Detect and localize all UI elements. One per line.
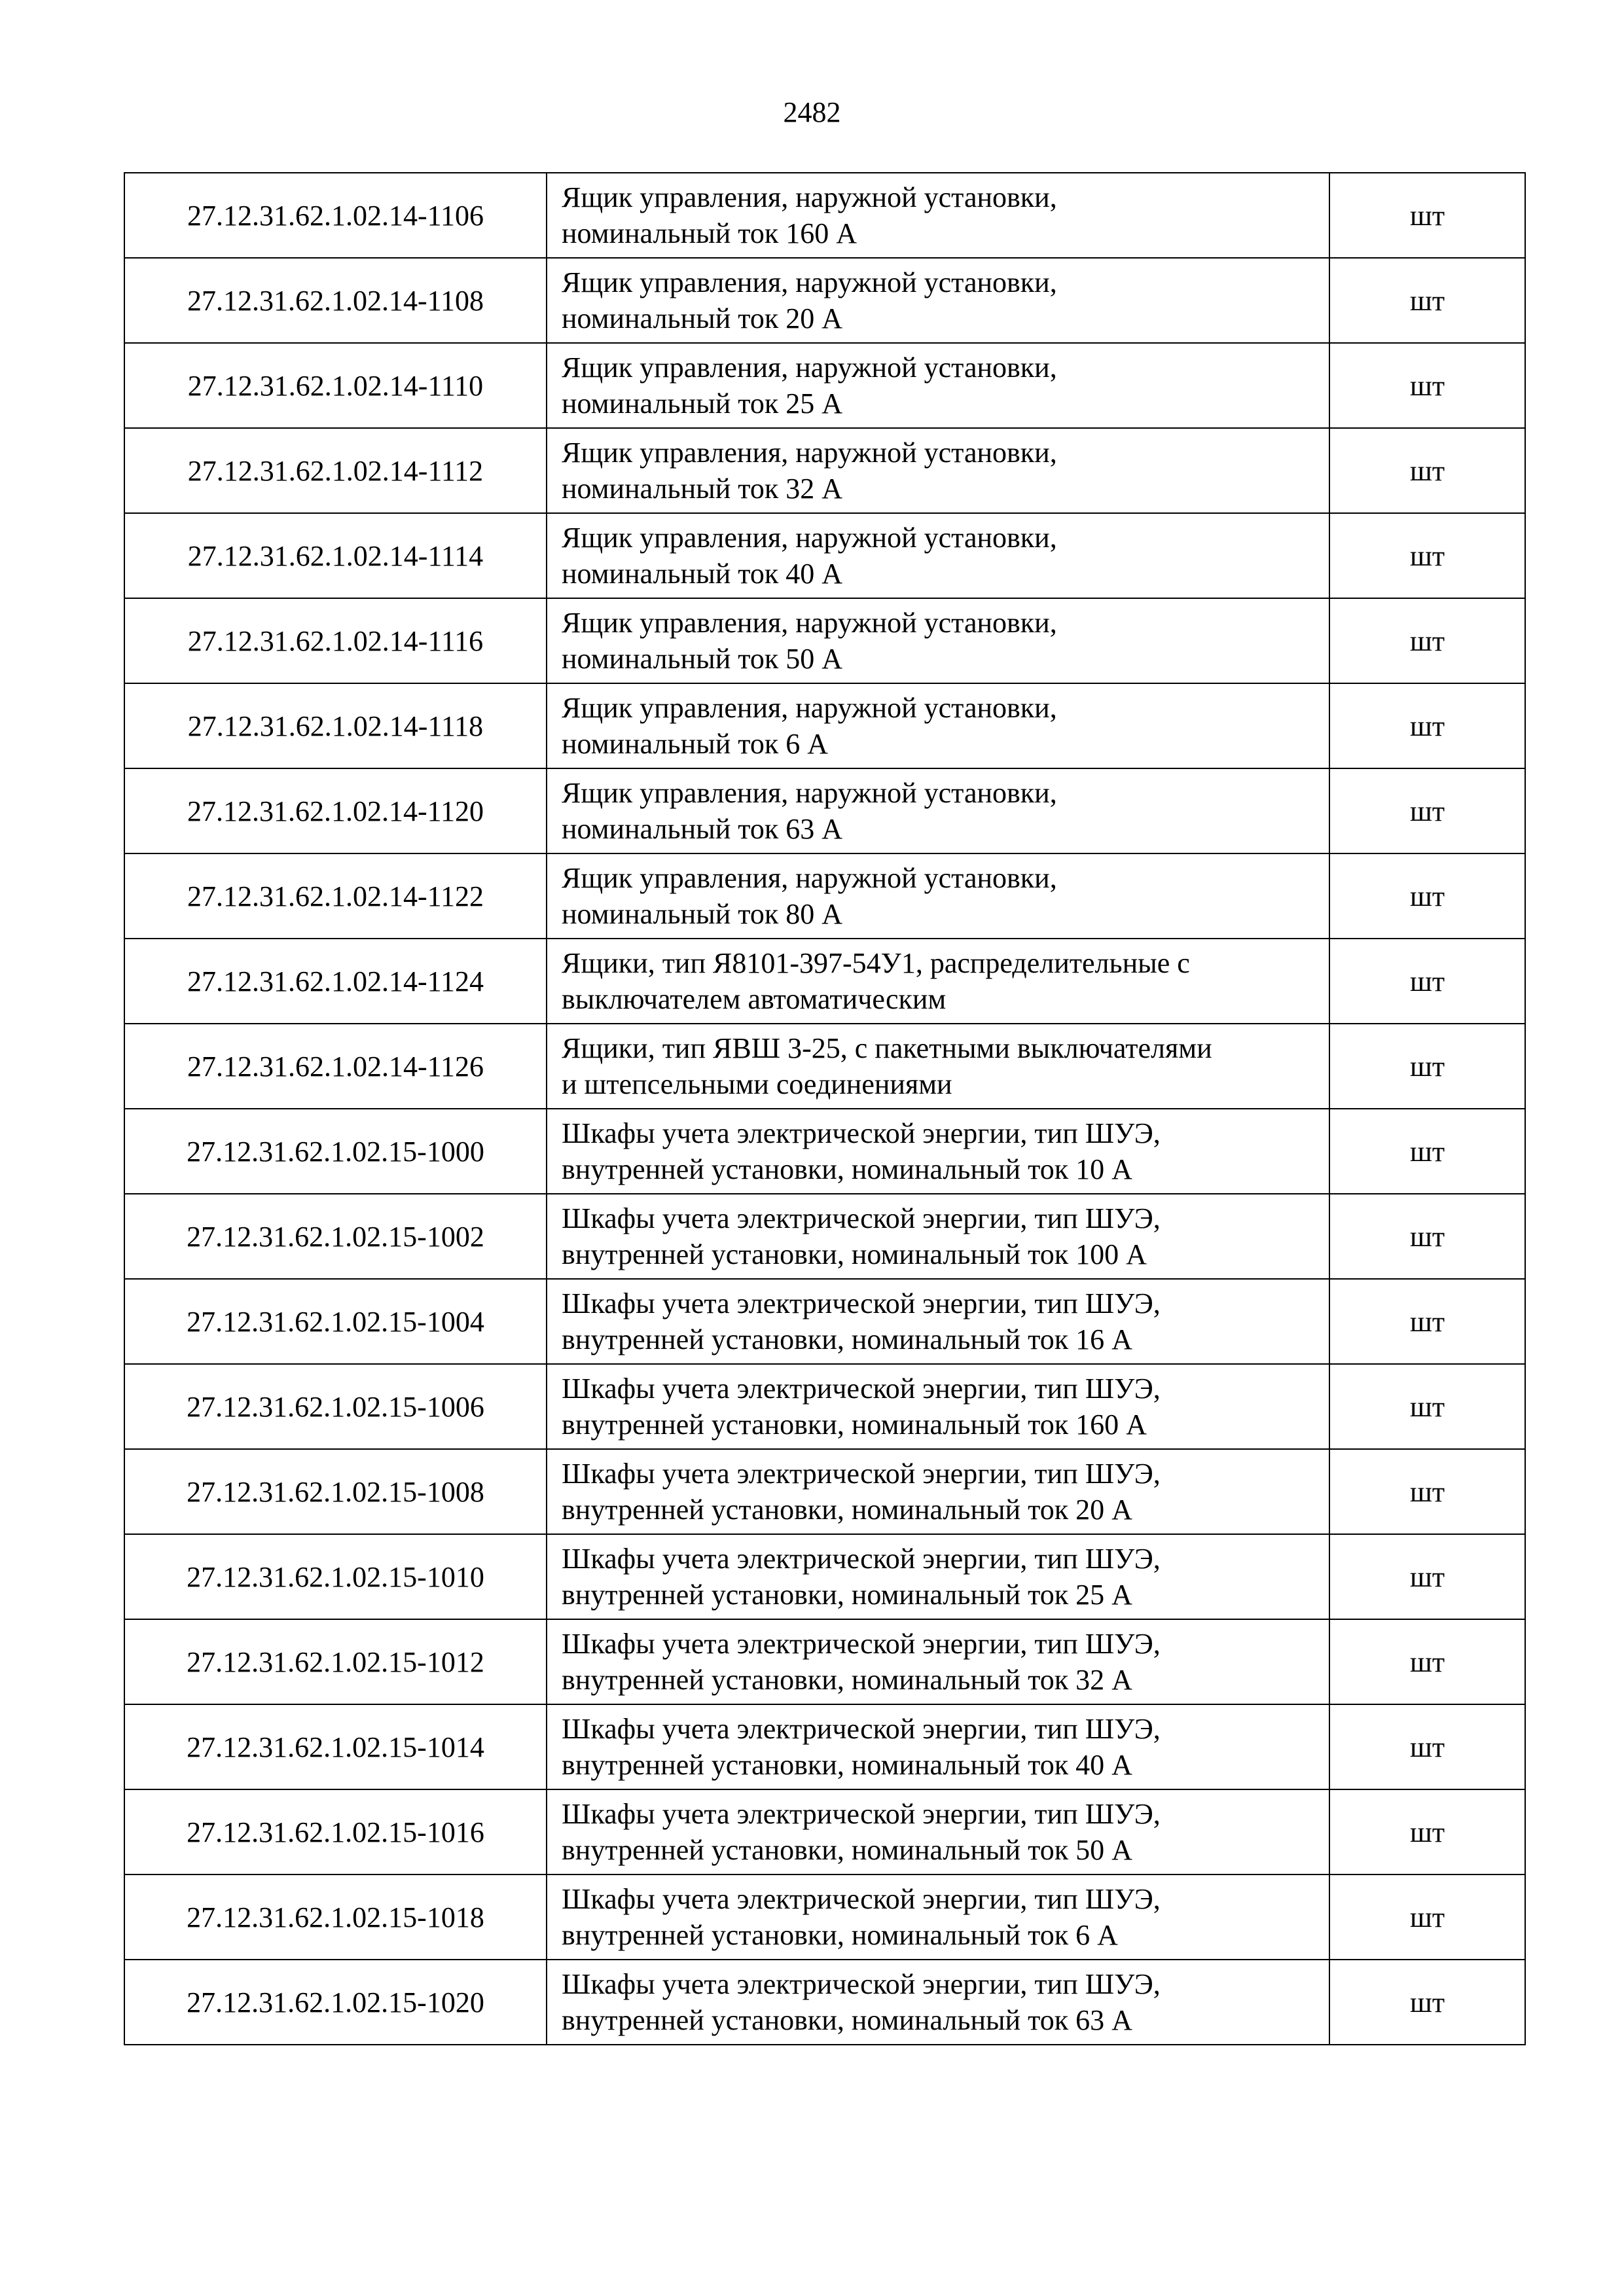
table-row — [124, 1024, 1525, 1109]
resource-description-cell — [547, 1279, 1329, 1364]
table-row — [124, 768, 1525, 853]
description-line: Шкафы учета электрической энергии, тип ШУЭ, — [562, 1458, 1161, 1490]
resource-code-cell: 27.12.31.62.1.02.14-1110 — [124, 343, 547, 428]
resource-code-cell: 27.12.31.62.1.02.14-1114 — [124, 513, 547, 598]
description-line: Ящик управления, наружной установки, — [562, 437, 1057, 469]
description-line: номинальный ток 50 А — [562, 643, 843, 675]
description-line: внутренней установки, номинальный ток 40 А — [562, 1749, 1132, 1781]
resource-description-cell — [547, 1109, 1329, 1194]
unit-cell: шт — [1329, 768, 1525, 853]
resource-code-cell: 27.12.31.62.1.02.14-1118 — [124, 683, 547, 768]
description-line: Шкафы учета электрической энергии, тип ШУЭ, — [562, 1883, 1161, 1915]
table-row — [124, 343, 1525, 428]
unit-cell: шт — [1329, 173, 1525, 258]
table-row — [124, 1279, 1525, 1364]
description-line: Ящик управления, наружной установки, — [562, 522, 1057, 554]
resource-description-cell — [547, 1874, 1329, 1960]
resource-description-cell — [547, 1024, 1329, 1109]
page-number: 2482 — [783, 96, 841, 128]
resource-code-cell: 27.12.31.62.1.02.15-1020 — [124, 1960, 547, 2045]
description-line: Ящик управления, наружной установки, — [562, 777, 1057, 809]
description-line: номинальный ток 6 А — [562, 728, 829, 760]
description-line: Шкафы учета электрической энергии, тип ШУЭ, — [562, 1798, 1161, 1830]
description-line: Шкафы учета электрической энергии, тип ШУЭ, — [562, 1202, 1161, 1234]
resource-code-cell: 27.12.31.62.1.02.15-1008 — [124, 1449, 547, 1534]
description-line: Ящики, тип ЯВШ 3-25, с пакетными выключателями — [562, 1032, 1212, 1064]
resource-description-cell — [547, 1960, 1329, 2045]
table-row — [124, 1194, 1525, 1279]
description-line: внутренней установки, номинальный ток 16 А — [562, 1323, 1132, 1355]
resource-table — [124, 172, 1526, 2045]
description-line: номинальный ток 20 А — [562, 302, 843, 334]
description-line: Шкафы учета электрической энергии, тип ШУЭ, — [562, 1543, 1161, 1575]
table-row — [124, 258, 1525, 343]
resource-description-cell — [547, 258, 1329, 343]
unit-cell: шт — [1329, 1874, 1525, 1960]
description-line: внутренней установки, номинальный ток 63 А — [562, 2004, 1132, 2036]
table-row — [124, 173, 1525, 258]
resource-description-cell — [547, 939, 1329, 1024]
resource-code-cell: 27.12.31.62.1.02.15-1018 — [124, 1874, 547, 1960]
description-line: и штепсельными соединениями — [562, 1068, 952, 1100]
resource-description-cell — [547, 1704, 1329, 1789]
description-line: Ящик управления, наружной установки, — [562, 862, 1057, 894]
description-line: Шкафы учета электрической энергии, тип ШУЭ, — [562, 1713, 1161, 1745]
resource-description-cell — [547, 1449, 1329, 1534]
unit-cell: шт — [1329, 1619, 1525, 1704]
resource-code-cell: 27.12.31.62.1.02.15-1004 — [124, 1279, 547, 1364]
description-line: внутренней установки, номинальный ток 100 А — [562, 1238, 1147, 1270]
table-row — [124, 598, 1525, 683]
unit-cell: шт — [1329, 1704, 1525, 1789]
description-line: Шкафы учета электрической энергии, тип ШУЭ, — [562, 1117, 1161, 1149]
description-line: номинальный ток 160 А — [562, 217, 857, 249]
resource-code-cell: 27.12.31.62.1.02.14-1106 — [124, 173, 547, 258]
resource-code-cell: 27.12.31.62.1.02.14-1120 — [124, 768, 547, 853]
description-line: номинальный ток 63 А — [562, 813, 843, 845]
description-line: внутренней установки, номинальный ток 25 А — [562, 1579, 1132, 1611]
table-row — [124, 1364, 1525, 1449]
unit-cell: шт — [1329, 258, 1525, 343]
description-line: Ящик управления, наружной установки, — [562, 181, 1057, 213]
resource-description-cell — [547, 1619, 1329, 1704]
table-row — [124, 428, 1525, 513]
resource-description-cell — [547, 1789, 1329, 1874]
resource-description-cell — [547, 598, 1329, 683]
description-line: номинальный ток 80 А — [562, 898, 843, 930]
resource-code-cell: 27.12.31.62.1.02.15-1000 — [124, 1109, 547, 1194]
resource-description-cell — [547, 1194, 1329, 1279]
resource-code-cell: 27.12.31.62.1.02.14-1126 — [124, 1024, 547, 1109]
description-line: номинальный ток 25 А — [562, 387, 843, 420]
resource-description-cell — [547, 768, 1329, 853]
resource-code-cell: 27.12.31.62.1.02.15-1006 — [124, 1364, 547, 1449]
description-line: внутренней установки, номинальный ток 6 А — [562, 1919, 1118, 1951]
unit-cell: шт — [1329, 598, 1525, 683]
resource-description-cell — [547, 1534, 1329, 1619]
unit-cell: шт — [1329, 1024, 1525, 1109]
unit-cell: шт — [1329, 513, 1525, 598]
resource-code-cell: 27.12.31.62.1.02.15-1014 — [124, 1704, 547, 1789]
table-body — [124, 173, 1525, 2045]
unit-cell: шт — [1329, 683, 1525, 768]
resource-description-cell — [547, 513, 1329, 598]
table-row — [124, 939, 1525, 1024]
description-line: Шкафы учета электрической энергии, тип ШУЭ, — [562, 1628, 1161, 1660]
unit-cell: шт — [1329, 939, 1525, 1024]
description-line: выключателем автоматическим — [562, 983, 947, 1015]
resource-description-cell — [547, 428, 1329, 513]
description-line: Ящик управления, наружной установки, — [562, 266, 1057, 298]
resource-description-cell — [547, 173, 1329, 258]
resource-description-cell — [547, 1364, 1329, 1449]
table-row — [124, 1960, 1525, 2045]
unit-cell: шт — [1329, 1449, 1525, 1534]
unit-cell: шт — [1329, 1534, 1525, 1619]
unit-cell: шт — [1329, 1960, 1525, 2045]
description-line: Шкафы учета электрической энергии, тип ШУЭ, — [562, 1372, 1161, 1405]
resource-description-cell — [547, 683, 1329, 768]
unit-cell: шт — [1329, 853, 1525, 939]
resource-code-cell: 27.12.31.62.1.02.14-1116 — [124, 598, 547, 683]
table-row — [124, 853, 1525, 939]
description-line: Ящик управления, наружной установки, — [562, 607, 1057, 639]
description-line: внутренней установки, номинальный ток 50 А — [562, 1834, 1132, 1866]
resource-code-cell: 27.12.31.62.1.02.14-1122 — [124, 853, 547, 939]
unit-cell: шт — [1329, 1109, 1525, 1194]
table-row — [124, 1534, 1525, 1619]
description-line: номинальный ток 40 А — [562, 558, 843, 590]
description-line: внутренней установки, номинальный ток 10 А — [562, 1153, 1132, 1185]
table-row — [124, 1449, 1525, 1534]
unit-cell: шт — [1329, 1789, 1525, 1874]
unit-cell: шт — [1329, 1194, 1525, 1279]
table-row — [124, 1619, 1525, 1704]
description-line: внутренней установки, номинальный ток 20 А — [562, 1494, 1132, 1526]
table-row — [124, 1789, 1525, 1874]
resource-code-cell: 27.12.31.62.1.02.15-1016 — [124, 1789, 547, 1874]
table-row — [124, 683, 1525, 768]
unit-cell: шт — [1329, 428, 1525, 513]
description-line: внутренней установки, номинальный ток 160 А — [562, 1408, 1147, 1441]
resource-code-cell: 27.12.31.62.1.02.15-1012 — [124, 1619, 547, 1704]
table-row — [124, 1874, 1525, 1960]
resource-code-cell: 27.12.31.62.1.02.15-1002 — [124, 1194, 547, 1279]
resource-code-cell: 27.12.31.62.1.02.15-1010 — [124, 1534, 547, 1619]
description-line: внутренней установки, номинальный ток 32 А — [562, 1664, 1132, 1696]
unit-cell: шт — [1329, 1279, 1525, 1364]
description-line: Ящик управления, наружной установки, — [562, 351, 1057, 384]
description-line: Шкафы учета электрической энергии, тип ШУЭ, — [562, 1968, 1161, 2000]
unit-cell: шт — [1329, 1364, 1525, 1449]
description-line: Ящик управления, наружной установки, — [562, 692, 1057, 724]
resource-code-cell: 27.12.31.62.1.02.14-1124 — [124, 939, 547, 1024]
resource-code-cell: 27.12.31.62.1.02.14-1108 — [124, 258, 547, 343]
description-line: Ящики, тип Я8101-397-54У1, распределительные с — [562, 947, 1190, 979]
resource-code-cell: 27.12.31.62.1.02.14-1112 — [124, 428, 547, 513]
description-line: Шкафы учета электрической энергии, тип ШУЭ, — [562, 1287, 1161, 1319]
table-row — [124, 513, 1525, 598]
table-row — [124, 1109, 1525, 1194]
unit-cell: шт — [1329, 343, 1525, 428]
resource-description-cell — [547, 343, 1329, 428]
table-row — [124, 1704, 1525, 1789]
description-line: номинальный ток 32 А — [562, 473, 843, 505]
resource-description-cell — [547, 853, 1329, 939]
